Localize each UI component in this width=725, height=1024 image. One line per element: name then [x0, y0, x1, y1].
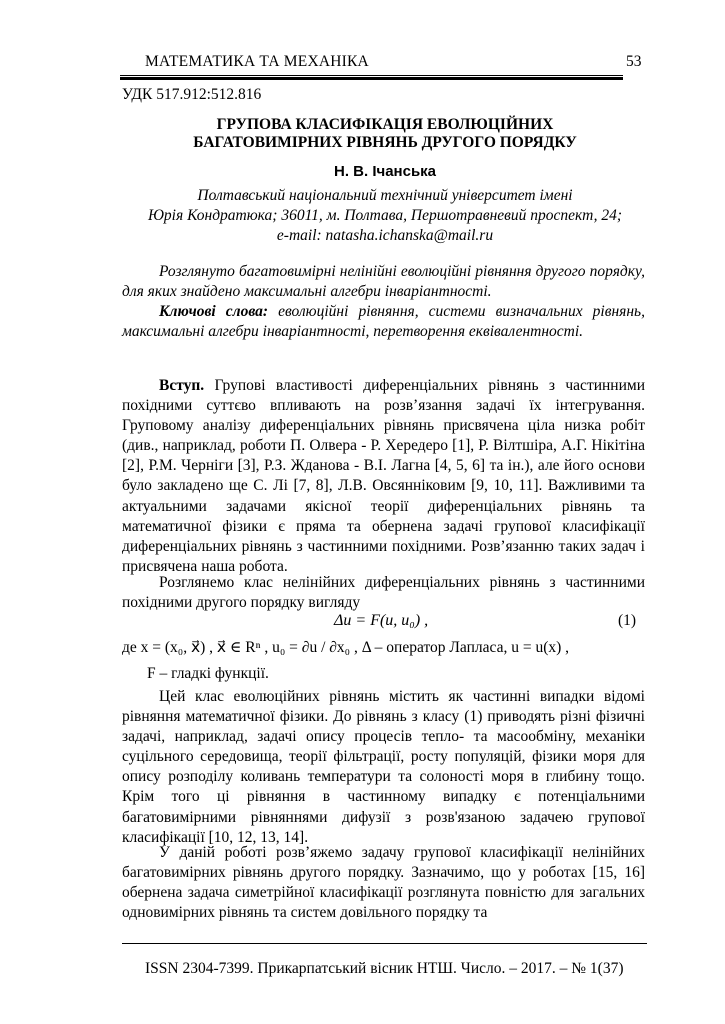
page-number: 53 [626, 53, 642, 70]
header-rule-thin [120, 75, 623, 76]
keywords-label: Ключові слова: [159, 303, 269, 320]
equation-lead-paragraph: Розглянемо клас нелінійних диференціальних рівнянь з частинними похідними другого порядку вигляду [122, 574, 645, 612]
running-header-section: МАТЕМАТИКА ТА МЕХАНІКА [145, 53, 369, 70]
affiliation-email: e-mail: natasha.ichanska@mail.ru [276, 227, 494, 244]
intro-paragraph [122, 376, 645, 577]
equation-definitions: де x = (x₀, x⃗) , x⃗ ∈ Rⁿ , u₀ = ∂u / ∂x₀ , Δ – оператор Лапласа, u = u(x) , [122, 639, 570, 656]
function-definition: F – гладкі функції. [147, 665, 269, 682]
affiliation-line-2: Юрія Кондратюка; 36011, м. Полтава, Першотравневий проспект, 24; [147, 207, 623, 224]
keywords-text: еволюційні рівняння, системи визначальних рівнянь, максимальні алгебри інваріантності, перетворення еквівалентності. [122, 303, 645, 341]
keywords [122, 302, 645, 342]
footer-rule [122, 943, 647, 944]
body-paragraph-2: У даній роботі розв’яжемо задачу групової класифікації нелінійних багатовимірних рівнянь другого порядку. Зазначимо, що у роботах [15, 16] обернена задача симетрійної класифікації розглянута повністю для загальних одновимірних рівнянь та систем довільного порядку та [122, 844, 645, 922]
paper-title-line-1: ГРУПОВА КЛАСИФІКАЦІЯ ЕВОЛЮЦІЙНИХ [216, 116, 554, 133]
intro-label: Вступ. [159, 377, 205, 394]
abstract: Розглянуто багатовимірні нелінійні еволюційні рівняння другого порядку, для яких знайдено максимальні алгебри інваріантності. [122, 263, 645, 301]
header-rule-thick [120, 77, 623, 80]
equation-number: (1) [618, 612, 637, 629]
equation-1: Δu = F(u, u₀) , [334, 612, 429, 629]
udk-code: УДК 517.912:512.816 [122, 86, 262, 103]
affiliation-line-1: Полтавський національний технічний університет імені [197, 187, 573, 204]
intro-text: Групові властивості диференціальних рівнянь з частинними похідними суттєво впливають на розв’язання задачі їх інтегрування. Груповому аналізу диференціальних рівнянь присвячена ціла низка робіт (див., наприклад, роботи П. Олвера - Р. Хередеро [1], Р. Вілтшіра, А.Г. Нікітіна [2], Р.М. Черніги [3], Р.З. Жданова - В.І. Лагна [4, 5, 6] та ін.), але його основи було закладено ще С. Лі [7, 8], Л.В. Овсянніковим [9, 10, 11]. Важливими та актуальними задачами якісної теорії диференціальних рівнянь та математичної фізики є пряма та обернена задачі групової класифікації диференціальних рівнянь з частинними похідними. Розв’язанню таких задач і присвячена наша робота. [122, 377, 645, 575]
author-name: Н. В. Ічанська [333, 163, 437, 180]
paper-title-line-2: БАГАТОВИМІРНИХ РІВНЯНЬ ДРУГОГО ПОРЯДКУ [193, 134, 577, 151]
body-paragraph-1: Цей клас еволюційних рівнянь містить як частинні випадки відомі рівняння математичної фізики. До рівнянь з класу (1) приводять різні фізичні задачі, наприклад, задачі опису процесів тепло- та масообміну, механіки суцільного середовища, теорії фільтрації, росту популяцій, фізики моря для опису розподілу коливань температури та солоності моря в глибину тощо. Крім того ці рівняння в частинному випадку є потенціальними багатовимірними рівняннями дифузії з розв'язаною задачею групової класифікації [10, 12, 13, 14]. [122, 688, 645, 846]
journal-footer: ISSN 2304-7399. Прикарпатський вісник НТШ. Число. – 2017. – № 1(37) [145, 960, 624, 977]
